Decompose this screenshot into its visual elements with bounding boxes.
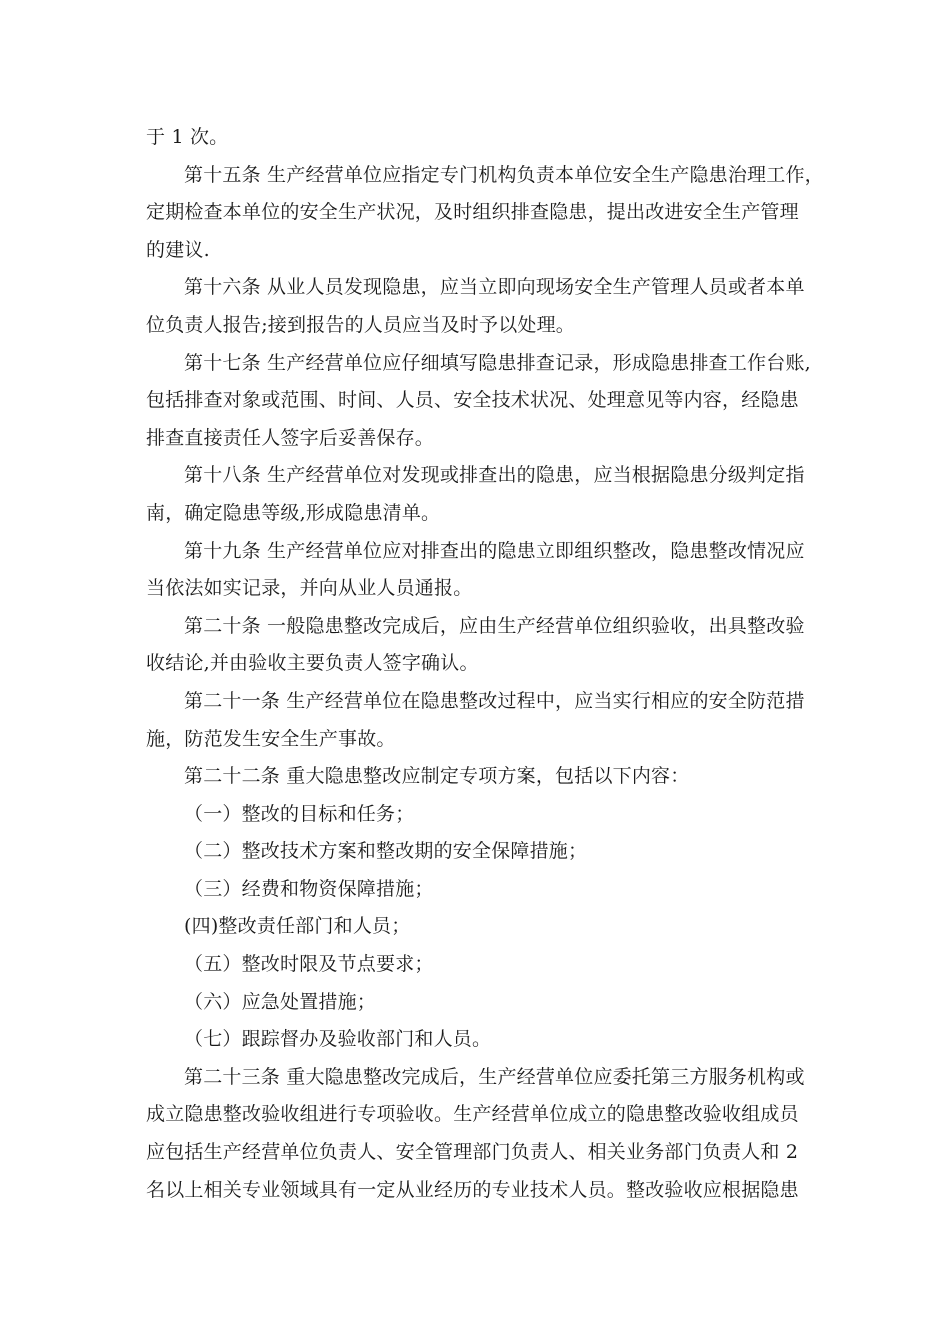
document-line: 第二十一条 生产经营单位在隐患整改过程中，应当实行相应的安全防范措 <box>184 689 805 712</box>
document-line: 定期检查本单位的安全生产状况，及时组织排查隐患，提出改进安全生产管理 <box>146 201 799 224</box>
document-line: 第二十三条 重大隐患整改完成后，生产经营单位应委托第三方服务机构或 <box>184 1065 805 1088</box>
document-line: （二）整改技术方案和整改期的安全保障措施； <box>184 840 588 863</box>
document-line: 应包括生产经营单位负责人、安全管理部门负责人、相关业务部门负责人和 2 <box>146 1141 799 1164</box>
document-line: 成立隐患整改验收组进行专项验收。生产经营单位成立的隐患整改验收组成员 <box>146 1103 799 1126</box>
document-line: (四)整改责任部门和人员； <box>184 915 411 938</box>
document-line: 排查直接责任人签字后妥善保存。 <box>146 426 435 449</box>
document-line: 第十九条 生产经营单位应对排查出的隐患立即组织整改，隐患整改情况应 <box>184 539 805 562</box>
document-line: （三）经费和物资保障措施； <box>184 877 434 900</box>
document-line: 南，确定隐患等级,形成隐患清单。 <box>146 501 441 524</box>
document-line: 位负责人报告;接到报告的人员应当及时予以处理。 <box>146 313 576 336</box>
document-line: 第二十条 一般隐患整改完成后，应由生产经营单位组织验收，出具整改验 <box>184 614 805 637</box>
document-line: 当依法如实记录，并向从业人员通报。 <box>146 577 473 600</box>
document-line: 第十七条 生产经营单位应仔细填写隐患排查记录，形成隐患排查工作台账, <box>184 351 811 374</box>
document-line: 第十五条 生产经营单位应指定专门机构负责本单位安全生产隐患治理工作， <box>184 163 824 186</box>
document-line: （七）跟踪督办及验收部门和人员。 <box>184 1028 492 1051</box>
document-line: （六）应急处置措施； <box>184 990 377 1013</box>
document-line: 第十六条 从业人员发现隐患，应当立即向现场安全生产管理人员或者本单 <box>184 276 805 299</box>
document-line: 第十八条 生产经营单位对发现或排查出的隐患，应当根据隐患分级判定指 <box>184 464 805 487</box>
document-line: （一）整改的目标和任务； <box>184 802 415 825</box>
document-line: 施，防范发生安全生产事故。 <box>146 727 396 750</box>
document-line: 名以上相关专业领域具有一定从业经历的专业技术人员。整改验收应根据隐患 <box>146 1178 799 1201</box>
document-page <box>146 119 824 1209</box>
document-line: 的建议. <box>146 238 210 261</box>
document-line: 于 1 次。 <box>146 126 229 148</box>
document-line: 包括排查对象或范围、时间、人员、安全技术状况、处理意见等内容，经隐患 <box>146 389 799 412</box>
document-line: 第二十二条 重大隐患整改应制定专项方案，包括以下内容： <box>184 765 690 788</box>
document-line: 收结论,并由验收主要负责人签字确认。 <box>146 652 479 675</box>
document-line: （五）整改时限及节点要求； <box>184 953 434 976</box>
